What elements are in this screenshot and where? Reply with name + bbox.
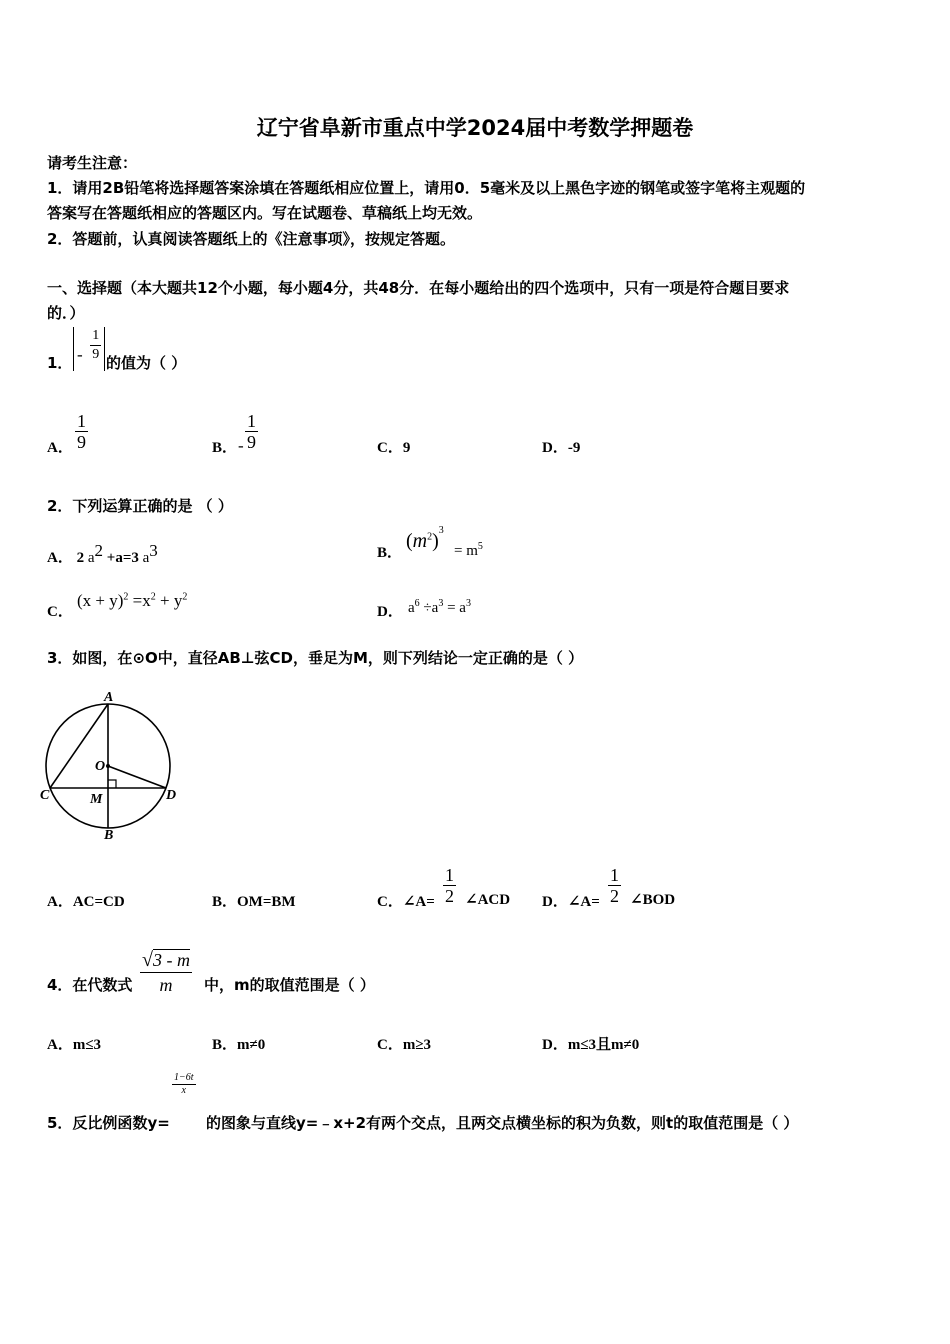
q3-label-a: A — [104, 690, 114, 705]
q1-abs-sign: - — [77, 345, 83, 364]
notice-line-1: 1．请用2B铅笔将选择题答案涂填在答题纸相应位置上，请用0．5毫米及以上黑色字迹的钢笔或签字笔将主观题的 — [47, 179, 806, 197]
section-heading-line-2: 的．） — [47, 304, 85, 322]
q4-option-b: B．m≠0 — [212, 1037, 266, 1053]
q2-option-b-rhs — [454, 541, 483, 560]
q1-option-d: D．-9 — [542, 440, 581, 456]
q1-number: 1． — [47, 354, 73, 372]
q3-center-dot — [106, 764, 110, 768]
q4-radicand: 3 - m — [152, 950, 190, 970]
q1-frac-num: 1 — [90, 327, 101, 346]
q3-d-den: 2 — [610, 886, 619, 906]
q2-d-exp1: 6 — [414, 598, 420, 609]
q2-option-c-expr — [77, 591, 187, 611]
q2-b-outexp: 3 — [438, 525, 444, 537]
q3-option-c-label: C．∠A= — [377, 894, 435, 910]
q2-c-xexp: 2 — [150, 591, 156, 603]
q2-c-plus: + y — [155, 591, 183, 610]
q3-label-d: D — [166, 788, 177, 803]
notice-heading: 请考生注意： — [47, 154, 138, 172]
q2-option-b-expr: $(m^2)^3$ — [406, 525, 444, 552]
q3-line-ac — [50, 704, 108, 788]
q2-b-eq: = — [454, 543, 467, 559]
q5-stem-pre: 5．反比例函数y= — [47, 1114, 170, 1132]
q4-option-c: C．m≥3 — [377, 1037, 432, 1053]
q2-d-exp3: 3 — [465, 598, 471, 609]
q3-label-b: B — [104, 828, 114, 843]
q3-option-c-fraction — [443, 865, 456, 906]
q2-option-a — [47, 541, 158, 567]
q3-stem: 3．如图，在⊙O中，直径AB⊥弦CD，垂足为M，则下列结论一定正确的是（ ） — [47, 649, 584, 667]
q1-option-b-fraction — [245, 411, 258, 452]
q1-frac-den: 9 — [92, 347, 100, 362]
q3-line-od — [108, 766, 166, 788]
q1-option-a-label: A． — [47, 440, 73, 456]
q2-option-d-expr — [408, 598, 471, 617]
q4-option-a: A．m≤3 — [47, 1037, 102, 1053]
q4-stem-post: 中，m的取值范围是（ ） — [204, 976, 375, 994]
q2-b-inexp: 2 — [427, 531, 433, 543]
q3-option-d-fraction — [608, 865, 621, 906]
q4-denominator: m — [159, 975, 173, 995]
q4-expression: √3 - m m — [142, 949, 190, 995]
q3-option-d-label: D．∠A= — [542, 894, 600, 910]
q1-b-den: 9 — [247, 432, 256, 452]
q1-a-den: 9 — [77, 432, 86, 452]
q2-d-eq: = a — [443, 600, 466, 616]
q3-c-num: 1 — [445, 865, 454, 885]
q3-right-angle-mark — [108, 780, 116, 788]
q1-stem: 的值为（ ） — [106, 354, 187, 372]
q2-option-d-label: D． — [377, 604, 403, 620]
q2-d-div: ÷a — [419, 600, 439, 616]
q3-option-a: A．AC=CD — [47, 894, 125, 910]
q1-option-c: C．9 — [377, 440, 411, 456]
q1-option-b-label: B． — [212, 440, 238, 456]
q3-label-m: M — [90, 792, 103, 807]
q3-d-num: 1 — [610, 865, 619, 885]
q5-frac-den: x — [181, 1085, 186, 1096]
q5-stem-post: 的图象与直线y=﹣x+2有两个交点，且两交点横坐标的积为负数，则t的取值范围是（ ） — [206, 1114, 799, 1132]
q2-c-yexp: 2 — [182, 591, 188, 603]
q4-stem-pre: 4．在代数式 — [47, 976, 133, 994]
q3-circle-figure — [40, 688, 185, 843]
q1-option-a-fraction — [75, 411, 88, 452]
q3-option-d-tail: ∠BOD — [630, 892, 676, 908]
q2-d-a: a — [408, 600, 415, 616]
q5-frac-num: 1−6t — [174, 1072, 194, 1083]
q1-option-b-sign: - — [238, 436, 244, 455]
q3-option-c-tail: ∠ACD — [465, 892, 511, 908]
notice-line-2: 答案写在答题纸相应的答题区内。写在试题卷、草稿纸上均无效。 — [47, 204, 483, 222]
page-title: 辽宁省阜新市重点中学2024届中考数学押题卷 — [256, 116, 694, 140]
q2-option-c-label: C． — [47, 604, 73, 620]
q2-a-mid: +a=3 — [103, 550, 139, 566]
q3-label-o: O — [95, 759, 106, 774]
q2-a-coef: 2 — [76, 550, 85, 566]
q3-option-b: B．OM=BM — [212, 894, 296, 910]
q3-label-c: C — [40, 788, 50, 803]
q2-a-exp1: 2 — [94, 541, 104, 560]
q4-option-d: D．m≤3且m≠0 — [542, 1037, 640, 1053]
q5-fraction — [172, 1072, 196, 1097]
q1-a-num: 1 — [77, 411, 86, 431]
q2-option-b-label: B． — [377, 545, 403, 561]
q2-a-base1: a — [87, 550, 95, 566]
q2-b-rhsexp: 5 — [477, 541, 483, 552]
q2-c-lhs: (x + y) — [77, 591, 124, 610]
q2-b-base: m — [412, 530, 428, 552]
q2-c-lhsexp: 2 — [123, 591, 129, 603]
q2-a-label: A． — [47, 550, 73, 566]
section-heading-line-1: 一、选择题（本大题共12个小题，每小题4分，共48分．在每小题给出的四个选项中，只有一项是符合题目要求 — [47, 279, 790, 297]
q1-b-num: 1 — [247, 411, 256, 431]
notice-line-3: 2．答题前，认真阅读答题纸上的《注意事项》，按规定答题。 — [47, 230, 455, 248]
q2-c-eq: =x — [128, 591, 151, 610]
q2-a-base2: a — [142, 550, 150, 566]
q3-c-den: 2 — [445, 886, 454, 906]
q2-a-exp2: 3 — [149, 541, 158, 560]
q2-b-rhs: m — [466, 543, 478, 559]
q1-absolute-value — [73, 327, 105, 371]
q1-fraction — [90, 327, 101, 364]
q2-stem: 2．下列运算正确的是 （ ） — [47, 497, 233, 515]
q2-d-exp2: 3 — [438, 598, 444, 609]
